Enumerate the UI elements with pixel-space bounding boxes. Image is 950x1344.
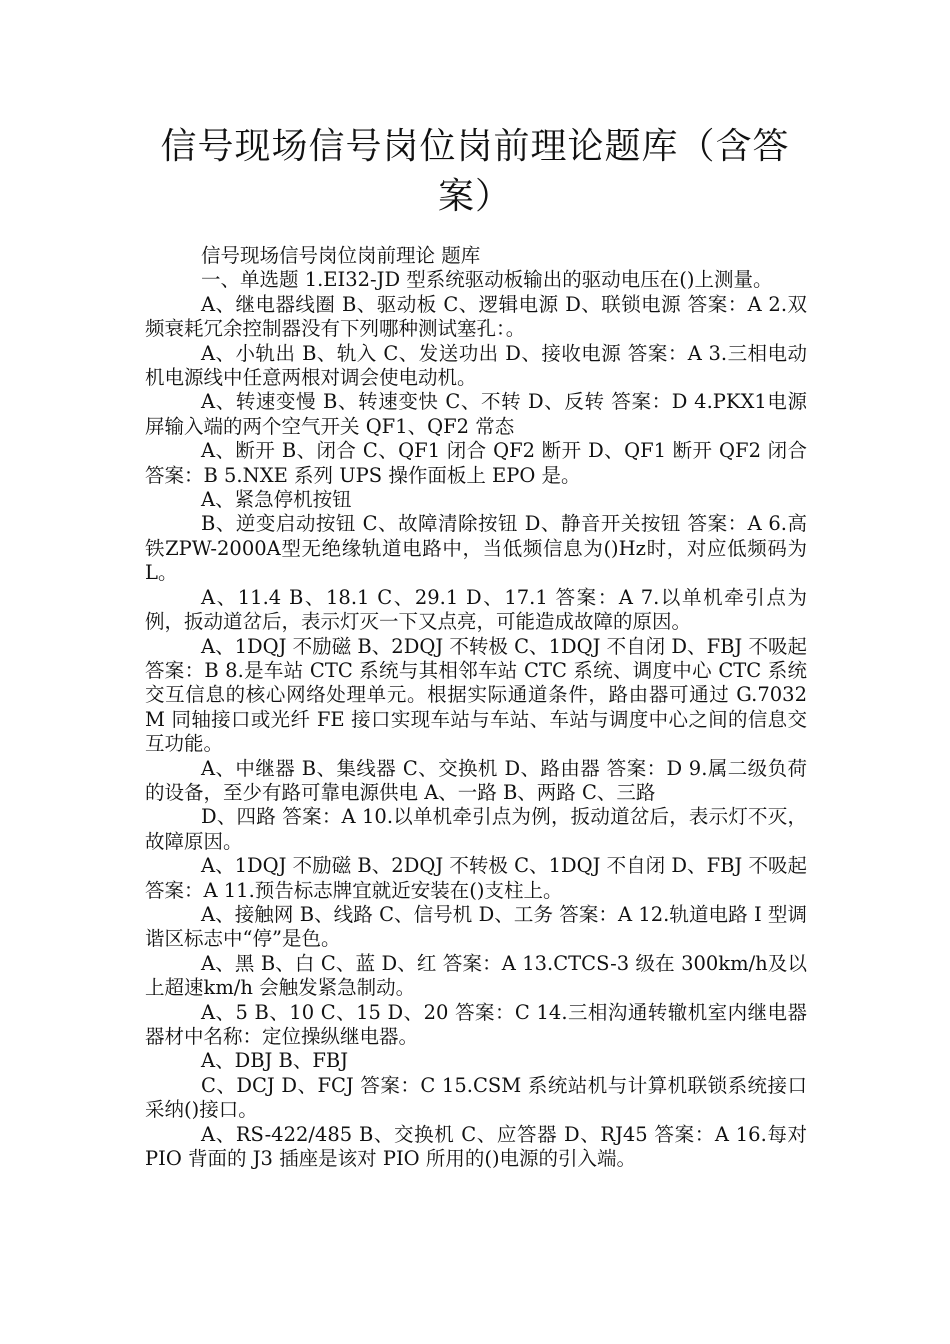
- paragraph: A、11.4 B、18.1 C、29.1 D、17.1 答案：A 7.以单机牵引点为例，扳动道岔后，表示灯灭一下又点亮，可能造成故障的原因。: [145, 585, 807, 634]
- paragraph: A、DBJ B、FBJ: [201, 1049, 349, 1073]
- paragraph: A、5 B、10 C、15 D、20 答案：C 14.三相沟通转辙机室内继电器器材中名称：定位操纵继电器。: [145, 1000, 807, 1048]
- paragraph: A、转速变慢 B、转速变快 C、不转 D、反转 答案：D 4.PKX1电源屏输入端的两个空气开关 QF1、QF2 常态: [145, 390, 807, 438]
- paragraph: A、继电器线圈 B、驱动板 C、逻辑电源 D、联锁电源 答案：A 2.双频衰耗冗余控制器没有下列哪种测试塞孔：。: [145, 292, 807, 341]
- paragraph: A、1DQJ 不励磁 B、2DQJ 不转极 C、1DQJ 不自闭 D、FBJ 不吸起 答案：A 11.预告标志牌宜就近安装在()支柱上。: [145, 854, 807, 902]
- paragraph: A、RS-422/485 B、交换机 C、应答器 D、RJ45 答案：A 16.每对 PIO 背面的 J3 插座是该对 PIO 所用的()电源的引入端。: [145, 1122, 807, 1171]
- paragraph: A、接触网 B、线路 C、信号机 D、工务 答案：A 12.轨道电路 I 型调谐区标志中“停”是色。: [145, 902, 807, 951]
- paragraph: A、紧急停机按钮: [201, 488, 352, 512]
- document-body: [145, 244, 807, 1171]
- paragraph: 一、单选题 1.EI32-JD 型系统驱动板输出的驱动电压在()上测量。: [201, 268, 773, 292]
- paragraph: B、逆变启动按钮 C、故障清除按钮 D、静音开关按钮 答案：A 6.高铁ZPW-2000A型无绝缘轨道电路中，当低频信息为()Hz时，对应低频码为L。: [145, 512, 807, 585]
- paragraph: D、四路 答案：A 10.以单机牵引点为例，扳动道岔后，表示灯不灭，故障原因。: [145, 805, 807, 853]
- paragraph: A、1DQJ 不励磁 B、2DQJ 不转极 C、1DQJ 不自闭 D、FBJ 不吸起 答案：B 8.是车站 CTC 系统与其相邻车站 CTC 系统、调度中心 CTC 系统交互信息的核心网络处理单元。根据实际通道条件，路由器可通过 G.7032M 同轴接口或光纤 FE 接口实现车站与车站、车站与调度中心之间的信息交互功能。: [145, 634, 807, 756]
- paragraph: A、小轨出 B、轨入 C、发送功出 D、接收电源 答案：A 3.三相电动机电源线中任意两根对调会使电动机。: [145, 341, 807, 390]
- paragraph: 信号现场信号岗位岗前理论 题库: [201, 244, 481, 267]
- paragraph: A、中继器 B、集线器 C、交换机 D、路由器 答案：D 9.属二级负荷的设备，至少有路可靠电源供电 A、一路 B、两路 C、三路: [145, 756, 807, 804]
- paragraph: C、DCJ D、FCJ 答案：C 15.CSM 系统站机与计算机联锁系统接口采纳()接口。: [145, 1073, 807, 1122]
- paragraph: A、黑 B、白 C、蓝 D、红 答案：A 13.CTCS-3 级在 300km/h及以上超速km/h 会触发紧急制动。: [145, 951, 807, 1000]
- paragraph: A、断开 B、闭合 C、QF1 闭合 QF2 断开 D、QF1 断开 QF2 闭合 答案：B 5.NXE 系列 UPS 操作面板上 EPO 是。: [145, 439, 807, 487]
- document-title: 信号现场信号岗位岗前理论题库（含答案）: [160, 126, 790, 217]
